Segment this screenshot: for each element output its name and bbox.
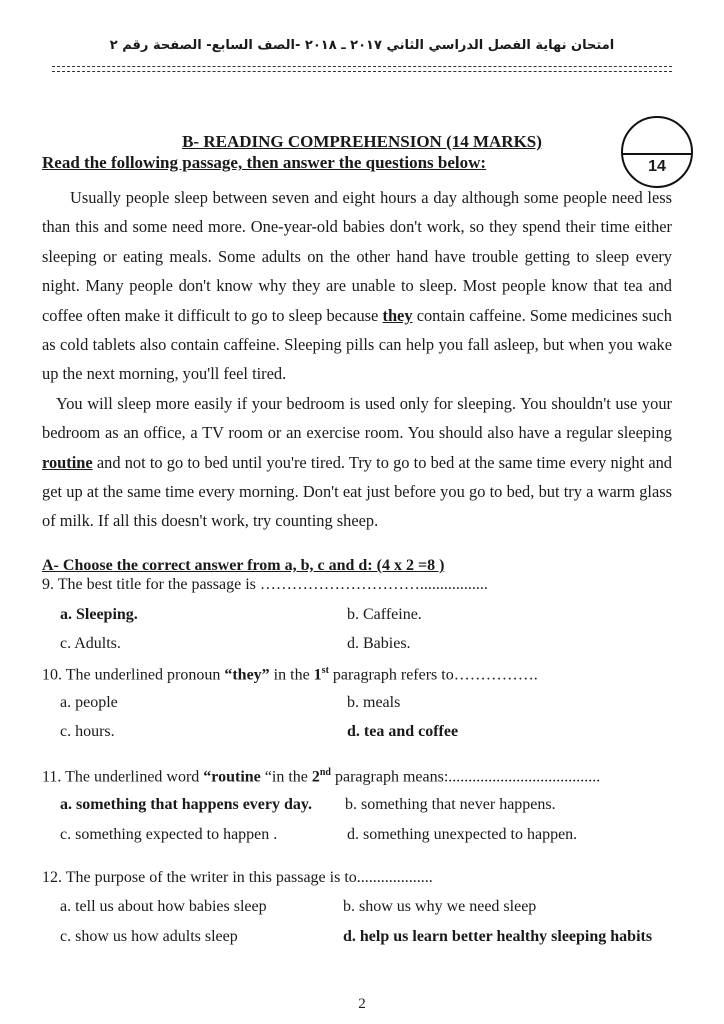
stem-ordinal-suffix: st (321, 665, 329, 676)
question-11-option-d: d. something unexpected to happen. (347, 826, 578, 843)
reading-passage (42, 183, 672, 536)
underlined-word-they: they (382, 305, 413, 325)
score-total: 14 (648, 158, 666, 175)
question-12-option-b: b. show us why we need sleep (343, 898, 537, 915)
question-12-option-c: c. show us how adults sleep (60, 928, 238, 945)
stem-text: “in the (260, 768, 312, 786)
question-12-stem: 12. The purpose of the writer in this passage is to................... (42, 869, 433, 886)
question-9-stem: 9. The best title for the passage is …………………………................. (42, 576, 488, 593)
passage-text: You will sleep more easily if your bedroom is used only for sleeping. You shouldn't use your bedroom as an office, a TV room or an exercise room. You should also have a regular sleeping (42, 393, 672, 443)
stem-keyword: “they” (224, 666, 270, 684)
question-10-option-a: a. people (60, 694, 118, 711)
question-10-option-b: b. meals (347, 694, 401, 711)
stem-text: 11. The underlined word (42, 768, 204, 786)
page-number: 2 (358, 996, 366, 1012)
passage-text: and not to go to bed until you're tired. Try to go to bed at the same time every night and get up at the same time every morning. Don't eat just before you go to bed, but try a warm glass of milk. If all this doesn't work, try counting sheep. (42, 452, 672, 531)
stem-text: 10. The underlined pronoun (42, 666, 225, 684)
question-10-option-d: d. tea and coffee (347, 723, 459, 740)
header-divider-bottom (52, 71, 672, 72)
question-9-option-a (60, 606, 138, 624)
section-title: B- READING COMPREHENSION (14 MARKS) (182, 132, 542, 151)
question-12-option-a: a. tell us about how babies sleep (60, 898, 267, 915)
exam-header-title: امتحان نهاية الفصل الدراسي الثاني ٢٠١٧ ـ ٢٠١٨ -الصف السابع- الصفحة رقم ٢ (109, 38, 615, 53)
option-text: a. Sleeping. (60, 606, 138, 623)
passage-paragraph-1 (42, 183, 672, 389)
question-9-option-b: b. Caffeine. (347, 606, 422, 623)
passage-text: Usually people sleep between seven and eight hours a day although some people need less than this and some need more. One-year-old babies don't work, so they spend their time either sleeping or eating meals. Some adults on the other hand have trouble getting to sleep every night. Many people don't know why they are unable to sleep. Most people know that tea and coffee often make it difficult to go to sleep because (42, 188, 672, 325)
score-divider (623, 153, 691, 155)
question-11-stem (42, 767, 600, 786)
underlined-word-routine: routine (42, 452, 93, 472)
question-10-option-c: c. hours. (60, 723, 115, 740)
question-11-option-a: a. something that happens every day. (60, 796, 313, 813)
section-instructions: Read the following passage, then answer the questions below: (42, 153, 487, 172)
question-9-option-d: d. Babies. (347, 635, 411, 652)
stem-ordinal-suffix: nd (319, 767, 331, 778)
questions-heading: A- Choose the correct answer from a, b, c and d: (4 x 2 =8 ) (42, 557, 445, 574)
stem-text: paragraph means:...................................... (331, 768, 601, 786)
header-divider-top (52, 66, 672, 67)
score-circle (621, 116, 693, 188)
question-10-stem (42, 665, 538, 684)
passage-text: contain caffeine. Some medicines such as cold tablets also contain caffeine. Sleeping pills can help you fall asleep, but when you wake up the next morning, you'll feel tired. (42, 305, 672, 384)
question-9-option-c: c. Adults. (60, 635, 121, 652)
question-12-option-d: d. help us learn better healthy sleeping habits (343, 928, 653, 945)
passage-paragraph-2 (42, 389, 672, 536)
stem-text: paragraph refers to……………. (328, 666, 538, 684)
stem-ordinal: 2 (311, 768, 320, 786)
question-11-option-c: c. something expected to happen . (60, 826, 278, 843)
stem-text: in the (269, 666, 314, 684)
stem-ordinal: 1 (313, 666, 322, 684)
stem-keyword: “routine (203, 768, 261, 786)
question-11-option-b: b. something that never happens. (345, 796, 556, 813)
